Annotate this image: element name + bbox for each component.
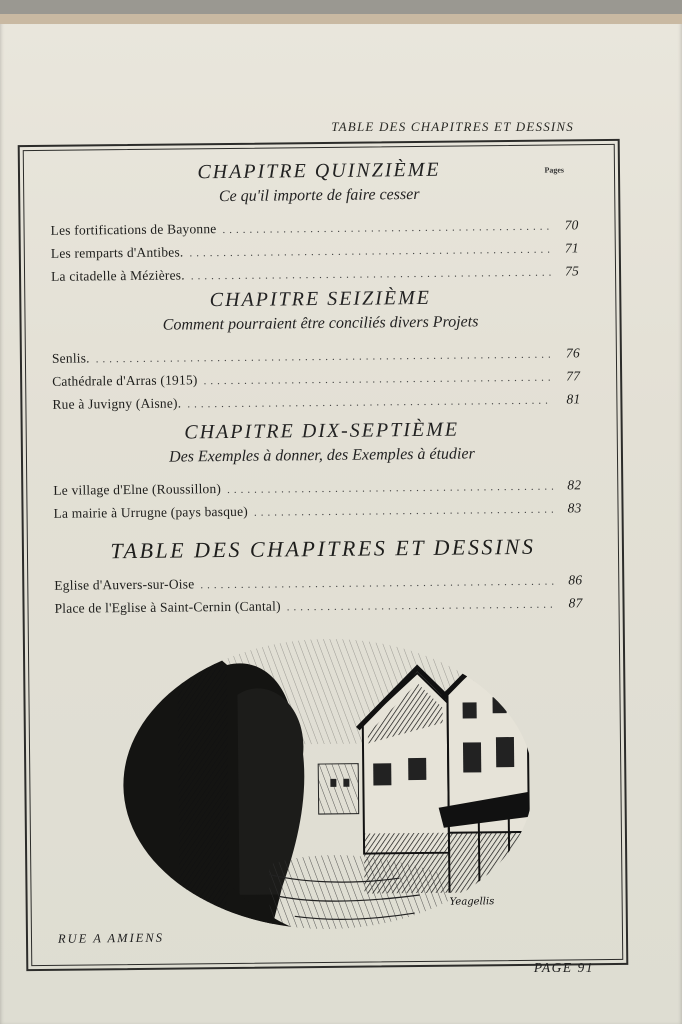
leader-dots xyxy=(203,368,552,393)
leader-dots xyxy=(287,595,555,619)
entry-title: Les fortifications de Bayonne xyxy=(50,221,217,238)
page-number: PAGE 91 xyxy=(533,960,594,975)
chapter-17 xyxy=(23,417,622,526)
leader-dots xyxy=(187,391,552,416)
entry-title: Rue à Juvigny (Aisne). xyxy=(52,395,182,412)
illustration-caption: RUE A AMIENS xyxy=(57,930,165,946)
table-section-title: TABLE DES CHAPITRES ET DESSINS xyxy=(110,533,536,564)
entry-page: 77 xyxy=(566,368,581,384)
entry-page: 87 xyxy=(568,595,583,611)
chapter-title: CHAPITRE QUINZIÈME xyxy=(197,158,441,184)
entry-page: 83 xyxy=(567,500,582,516)
page-edge xyxy=(0,14,682,24)
entry-title: Place de l'Eglise à Saint-Cernin (Cantal) xyxy=(54,598,281,616)
chapter-subtitle: Ce qu'il importe de faire cesser xyxy=(218,185,420,206)
entry-page: 81 xyxy=(566,391,581,407)
chapter-subtitle: Comment pourraient être conciliés divers Projets xyxy=(162,313,479,334)
entry-title: La mairie à Urrugne (pays basque) xyxy=(53,503,249,521)
entry-page: 82 xyxy=(567,477,582,493)
entry-page: 75 xyxy=(565,263,580,279)
chapter-title: CHAPITRE SEIZIÈME xyxy=(209,286,432,312)
entry-title: La citadelle à Mézières. xyxy=(50,267,185,284)
entry-list xyxy=(53,474,581,526)
entry-title: Le village d'Elne (Roussillon) xyxy=(53,481,222,498)
leader-dots xyxy=(191,263,551,288)
leader-dots xyxy=(222,217,550,241)
entry-page: 71 xyxy=(564,240,579,256)
leader-dots xyxy=(189,240,551,265)
entry-title: Les remparts d'Antibes. xyxy=(50,244,184,261)
chapter-title: CHAPITRE DIX-SEPTIÈME xyxy=(184,418,460,444)
pages-column-label: Pages xyxy=(544,165,565,175)
leader-dots xyxy=(200,572,554,597)
running-head: TABLE DES CHAPITRES ET DESSINS xyxy=(331,119,574,134)
artist-signature: Yeagellis xyxy=(449,896,495,908)
entry-title: Cathédrale d'Arras (1915) xyxy=(52,372,198,389)
entry-title: Eglise d'Auvers-sur-Oise xyxy=(54,576,195,593)
chapter-15 xyxy=(20,157,619,289)
entry-list xyxy=(52,342,581,417)
table-section xyxy=(24,533,623,621)
entry-page: 70 xyxy=(564,217,579,233)
chapter-subtitle: Des Exemples à donner, des Exemples à étudier xyxy=(169,445,475,466)
entry-list xyxy=(50,214,579,289)
street-illustration xyxy=(117,632,540,936)
leader-dots xyxy=(254,500,554,524)
entry-page: 76 xyxy=(565,345,580,361)
chapter-16 xyxy=(21,285,620,417)
entry-page: 86 xyxy=(568,572,583,588)
content-frame xyxy=(18,139,629,971)
entry-list xyxy=(54,569,582,621)
leader-dots xyxy=(227,477,553,501)
entry-title: Senlis. xyxy=(51,350,90,366)
